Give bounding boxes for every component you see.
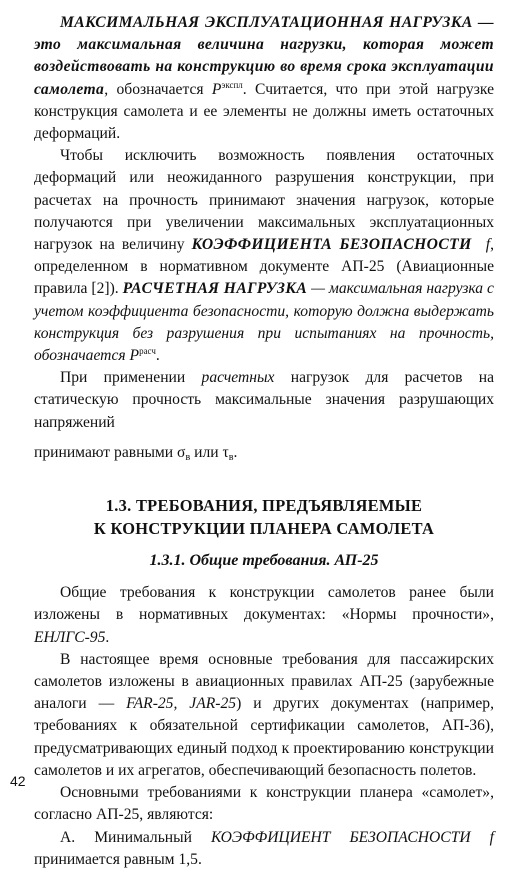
symbol-f: f bbox=[485, 236, 491, 254]
symbol-p: P bbox=[211, 80, 222, 98]
paragraph-stress-values: принимают равными $\sigma_в$ или $\tau_в$. bbox=[34, 443, 238, 463]
superscript: экспл bbox=[221, 79, 243, 90]
symbol-tau: τ bbox=[222, 443, 229, 461]
page-number: 42 bbox=[10, 773, 26, 789]
symbol-sigma: σ bbox=[177, 443, 186, 461]
paragraph-requirement-a: А. Минимальный КОЭФФИЦИЕНТ БЕЗОПАСНОСТИ f принимается равным 1,5. bbox=[34, 828, 494, 868]
paragraph-general-requirements: Общие требования к конструкции самолетов ранее были изложены в нормативных документах: «Нормы прочности», ЕНЛГС-95. bbox=[34, 584, 494, 646]
symbol-p: P bbox=[129, 347, 140, 365]
paragraph-main-requirements: Основными требованиями к конструкции планера «самолет», согласно АП-25, являются: bbox=[34, 784, 494, 824]
paragraph-current-requirements: В настоящее время основные требования для пассажирских самолетов изложены в авиационных правилах АП-25 (зарубежные аналоги — FAR-25, JAR-25) и других документах (например, требованиях к обязательной сертификации самолетов, АП-36), предусматривающих единый подход к проектированию конструкции самолетов и их агрегатов, обеспечивающий безопасность полетов. bbox=[34, 650, 494, 779]
paragraph-design-loads: При применении расчетных нагрузок для расчетов на статическую прочность максимальные значения разрушающих напряжений bbox=[34, 369, 495, 431]
superscript: расч bbox=[139, 346, 156, 357]
section-heading: 1.3. ТРЕБОВАНИЯ, ПРЕДЪЯВЛЯЕМЫЕ К КОНСТРУКЦИИ ПЛАНЕРА САМОЛЕТА bbox=[93, 496, 435, 539]
subsection-heading: 1.3.1. Общие требования. АП-25 bbox=[149, 552, 379, 570]
paragraph-max-operational-load: МАКСИМАЛЬНАЯ ЭКСПЛУАТАЦИОННАЯ НАГРУЗКА — это максимальная величина нагрузки, которая может воздействовать на конструкцию во время срока эксплуатации самолета, обозначается $P^{экспл}$. Считается, что при этой нагрузке конструкция самолета и ее элементы не должны иметь остаточных деформаций. bbox=[34, 14, 494, 143]
design-load-definition: — максимальная нагрузка с учетом коэффициента безопасности, которую должна выдержать конструкция без разрушения при испытаниях на прочность, обозначается bbox=[34, 280, 494, 365]
term-design-load: РАСЧЕТНАЯ НАГРУЗКА bbox=[122, 280, 308, 298]
paragraph-safety-factor: Чтобы исключить возможность появления остаточных деформаций или неожиданного разрушения конструкции, при расчетах на прочность принимают значения нагрузок, которые получаются при увеличении максимальных эксплуатационных нагрузок на величину КОЭФФИЦИЕНТА БЕЗОПАСНОСТИ f, определенном в нормативном документе АП-25 (Авиационные правила [2]). РАСЧЕТНАЯ НАГРУЗКА — максимальная нагрузка с учетом коэффициента безопасности, которую должна выдержать конструкция без разрушения при испытаниях на прочность, обозначается $P^{расч}$. bbox=[34, 147, 494, 365]
term-safety-factor: КОЭФФИЦИЕНТА БЕЗОПАСНОСТИ bbox=[191, 236, 472, 254]
italic-word: расчетных bbox=[201, 369, 275, 387]
term-definition: МАКСИМАЛЬНАЯ ЭКСПЛУАТАЦИОННАЯ НАГРУЗКА — это максимальная величина нагрузки, которая может воздействовать на конструкцию во время срока эксплуатации самолета bbox=[34, 14, 494, 98]
